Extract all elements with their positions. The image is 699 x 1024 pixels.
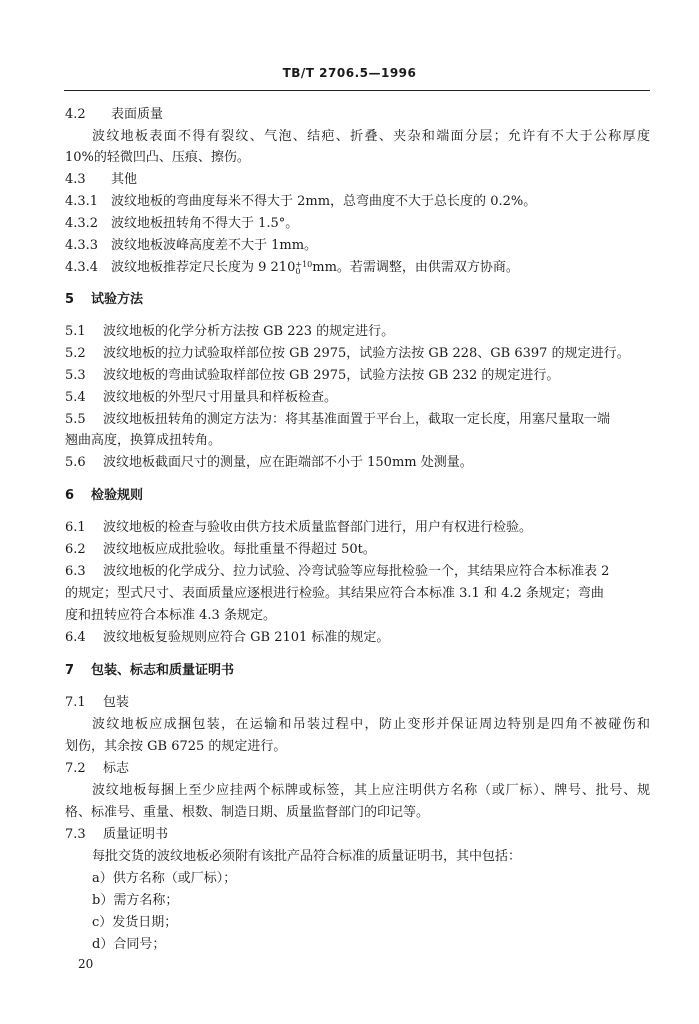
clause-5-4 bbox=[65, 389, 650, 407]
clause-5-6 bbox=[65, 454, 650, 472]
clause-number: 5.1 bbox=[65, 324, 86, 339]
list-item: c）发货日期； bbox=[92, 915, 178, 930]
paragraph-7-1-line2: 划伤，其余按 GB 6725 的规定进行。 bbox=[65, 739, 287, 754]
section-title: 检验规则 bbox=[91, 488, 144, 503]
clause-4-3-1 bbox=[65, 193, 650, 211]
clause-text: 波纹地板的化学分析方法按 GB 223 的规定进行。 bbox=[103, 324, 395, 339]
clause-title: 包装 bbox=[103, 695, 130, 710]
clause-text: 波纹地板的外型尺寸用量具和样板检查。 bbox=[103, 390, 338, 405]
clause-number: 4.3.2 bbox=[65, 216, 99, 231]
running-header: TB/T 2706.5—1996 bbox=[282, 66, 417, 80]
clause-5-5-line2: 翘曲高度，换算成扭转角。 bbox=[65, 433, 222, 448]
heading-4-2 bbox=[65, 106, 650, 124]
clause-6-2 bbox=[65, 541, 650, 559]
lower-tolerance: 0 bbox=[295, 266, 301, 276]
clause-title: 表面质量 bbox=[111, 107, 164, 122]
clause-text: 波纹地板复验规则应符合 GB 2101 标准的规定。 bbox=[103, 630, 390, 645]
heading-7-3 bbox=[65, 826, 650, 844]
clause-number: 4.3.4 bbox=[65, 260, 99, 275]
clause-number: 7.3 bbox=[65, 827, 86, 842]
clause-6-4 bbox=[65, 629, 650, 647]
section-5-heading bbox=[65, 291, 650, 309]
section-6-heading bbox=[65, 487, 650, 505]
page-number: 20 bbox=[78, 957, 94, 971]
list-item: d）合同号； bbox=[92, 937, 166, 952]
section-number: 6 bbox=[65, 488, 75, 503]
clause-text: 波纹地板推荐定尺长度为 9 210 bbox=[111, 260, 296, 275]
clause-number: 4.3 bbox=[65, 172, 86, 187]
clause-title: 质量证明书 bbox=[103, 827, 169, 842]
clause-text: 波纹地板扭转角不得大于 1.5°。 bbox=[111, 216, 299, 231]
clause-number: 5.4 bbox=[65, 390, 86, 405]
clause-text: 波纹地板波峰高度差不大于 1mm。 bbox=[111, 238, 318, 253]
length-tolerance bbox=[295, 261, 312, 275]
section-number: 5 bbox=[65, 292, 75, 307]
clause-title: 标志 bbox=[103, 761, 130, 776]
clause-number: 6.3 bbox=[65, 564, 86, 579]
clause-text: 波纹地板应成批验收。每批重量不得超过 50t。 bbox=[103, 542, 376, 557]
clause-text: 波纹地板的化学成分、拉力试验、冷弯试验等应每批检验一个，其结果应符合本标准表 2 bbox=[103, 564, 610, 579]
clause-number: 6.1 bbox=[65, 520, 86, 535]
heading-4-3 bbox=[65, 171, 650, 189]
clause-6-3-line3: 度和扭转应符合本标准 4.3 条规定。 bbox=[65, 608, 276, 623]
clause-text: 波纹地板截面尺寸的测量，应在距端部不小于 150mm 处测量。 bbox=[103, 455, 473, 470]
upper-tolerance: +10 bbox=[295, 259, 313, 269]
clause-5-5 bbox=[65, 411, 650, 429]
clause-number: 5.5 bbox=[65, 412, 86, 427]
paragraph-7-3-line1: 每批交货的波纹地板必须附有该批产品符合标准的质量证明书，其中包括： bbox=[92, 849, 522, 864]
heading-7-2 bbox=[65, 760, 650, 778]
clause-number: 7.1 bbox=[65, 695, 86, 710]
clause-number: 5.6 bbox=[65, 455, 86, 470]
clause-6-1 bbox=[65, 519, 650, 537]
clause-number: 6.4 bbox=[65, 630, 86, 645]
clause-5-1 bbox=[65, 323, 650, 341]
paragraph-4-2-line1: 波纹地板表面不得有裂纹、气泡、结疤、折叠、夹杂和端面分层；允许有不大于公称厚度 bbox=[92, 129, 650, 144]
clause-text: 波纹地板的检查与验收由供方技术质量监督部门进行，用户有权进行检验。 bbox=[103, 520, 533, 535]
clause-number: 4.3.3 bbox=[65, 238, 99, 253]
clause-text-cont: mm。若需调整，由供需双方协商。 bbox=[312, 260, 519, 275]
header-rule bbox=[64, 90, 650, 91]
clause-text: 波纹地板的拉力试验取样部位按 GB 2975，试验方法按 GB 228、GB 6397 的规定进行。 bbox=[103, 346, 630, 361]
clause-text: 波纹地板的弯曲度每米不得大于 2mm，总弯曲度不大于总长度的 0.2%。 bbox=[111, 194, 537, 209]
clause-5-2 bbox=[65, 345, 650, 363]
list-item: a）供方名称（或厂标）； bbox=[92, 871, 237, 886]
clause-text: 波纹地板扭转角的测定方法为：将其基准面置于平台上，截取一定长度，用塞尺量取一端 bbox=[103, 412, 611, 427]
section-title: 试验方法 bbox=[91, 292, 144, 307]
paragraph-7-2-line2: 格、标准号、重量、根数、制造日期、质量监督部门的印记等。 bbox=[65, 805, 430, 820]
clause-title: 其他 bbox=[111, 172, 138, 187]
paragraph-7-2-line1: 波纹地板每捆上至少应挂两个标牌或标签，其上应注明供方名称（或厂标）、牌号、批号、规 bbox=[92, 783, 650, 798]
section-number: 7 bbox=[65, 663, 75, 678]
clause-6-3 bbox=[65, 563, 650, 581]
clause-number: 7.2 bbox=[65, 761, 86, 776]
clause-text: 波纹地板的弯曲试验取样部位按 GB 2975，试验方法按 GB 232 的规定进行。 bbox=[103, 368, 560, 383]
clause-number: 6.2 bbox=[65, 542, 86, 557]
clause-4-3-4 bbox=[65, 259, 650, 277]
clause-5-3 bbox=[65, 367, 650, 385]
clause-number: 4.2 bbox=[65, 107, 86, 122]
paragraph-7-1-line1: 波纹地板应成捆包装，在运输和吊装过程中，防止变形并保证周边特别是四角不被碰伤和 bbox=[92, 717, 650, 732]
clause-number: 5.3 bbox=[65, 368, 86, 383]
section-7-heading bbox=[65, 662, 650, 680]
paragraph-4-2-line2: 10%的轻微凹凸、压痕、擦伤。 bbox=[65, 150, 250, 165]
clause-6-3-line2: 的规定；型式尺寸、表面质量应逐根进行检验。其结果应符合本标准 3.1 和 4.2 条规定；弯曲 bbox=[65, 586, 604, 601]
list-item: b）需方名称； bbox=[92, 893, 179, 908]
clause-4-3-3 bbox=[65, 237, 650, 255]
clause-4-3-2 bbox=[65, 215, 650, 233]
clause-number: 4.3.1 bbox=[65, 194, 99, 209]
heading-7-1 bbox=[65, 694, 650, 712]
section-title: 包装、标志和质量证明书 bbox=[91, 663, 235, 678]
clause-number: 5.2 bbox=[65, 346, 86, 361]
